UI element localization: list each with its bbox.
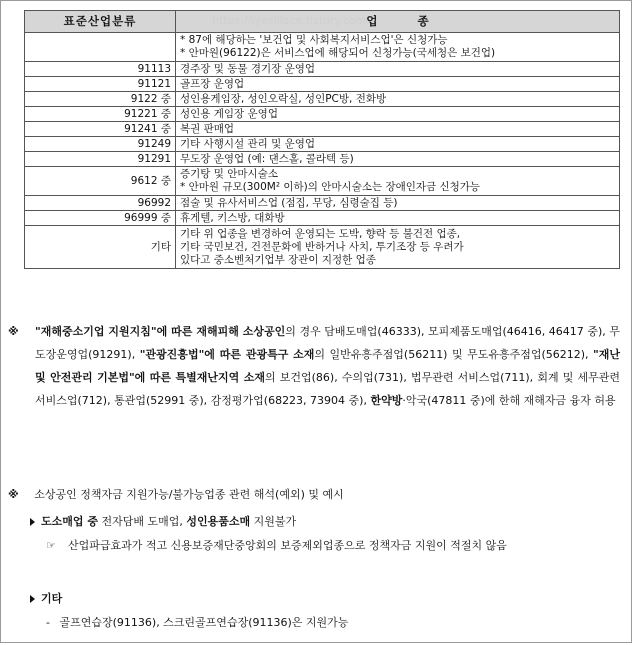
industry-code: 91291 bbox=[25, 152, 176, 167]
business-description bbox=[176, 92, 620, 107]
section-title-text: 소상공인 정책자금 지원가능/불가능업종 관련 해석(예외) 및 예시 bbox=[34, 488, 344, 501]
table-row bbox=[25, 152, 620, 167]
description-line: 휴게텔, 키스방, 대화방 bbox=[180, 211, 285, 224]
description-line: 무도장 운영업 (예: 댄스홀, 콜라텍 등) bbox=[180, 152, 354, 165]
table-row bbox=[25, 167, 620, 196]
item1-bold2: 성인용품소매 bbox=[186, 515, 251, 528]
item2-title: 기타 bbox=[41, 592, 63, 605]
description-line: * 안마원 규모(300M² 이하)의 안마시술소는 장애인자금 신청가능 bbox=[180, 181, 481, 193]
description-line: 점술 및 유사서비스업 (점집, 무당, 심령술집 등) bbox=[180, 196, 398, 209]
description-line: 경주장 및 동물 경기장 운영업 bbox=[180, 62, 316, 75]
industry-code: 9612 중 bbox=[25, 167, 176, 196]
description-line: 복권 판매업 bbox=[180, 122, 235, 135]
disaster-note bbox=[8, 320, 620, 412]
item1-bold1: 도소매업 중 bbox=[41, 515, 98, 528]
note-bold-3: "관광진흥법"에 따른 관광특구 소재 bbox=[139, 348, 315, 361]
table-row bbox=[25, 137, 620, 152]
note-bold-1: "재해중소기업 지원지침"에 따른 재해피해 소상공인 bbox=[35, 325, 286, 338]
item2-detail-text: 골프연습장(91136), 스크린골프연습장(91136)은 지원가능 bbox=[59, 616, 349, 629]
section-mark: ※ bbox=[8, 488, 19, 501]
table-row bbox=[25, 77, 620, 92]
section-title bbox=[8, 486, 344, 502]
industry-code: 91221 중 bbox=[25, 107, 176, 122]
note-body bbox=[35, 320, 620, 412]
description-line: 기타 국민보건, 건전문화에 반하거나 사치, 투기조장 등 우려가 bbox=[180, 240, 464, 253]
business-description bbox=[176, 122, 620, 137]
business-description bbox=[176, 137, 620, 152]
business-description bbox=[176, 77, 620, 92]
triangle-bullet-icon bbox=[30, 595, 35, 603]
item1-detail-text: 산업파급효과가 적고 신용보증재단중앙회의 보증제외업종으로 정책자금 지원이 적절치 않음 bbox=[68, 539, 507, 552]
business-description bbox=[176, 33, 620, 62]
description-line: 기타 사행시설 관리 및 운영업 bbox=[180, 137, 316, 150]
header-business-type: 업 종 bbox=[176, 11, 620, 33]
pointing-hand-icon: ☞ bbox=[46, 539, 56, 552]
note-bold-7: 한약방 bbox=[370, 394, 403, 407]
industry-code: 91121 bbox=[25, 77, 176, 92]
note-text-8: ·악국(47811 중)에 한해 재해자금 융자 허용 bbox=[402, 394, 616, 407]
note-bold-5: "재난 및 안전관리 기본법"에 따른 특별재난지역 소재 bbox=[35, 348, 621, 384]
industry-code: 9122 중 bbox=[25, 92, 176, 107]
industry-code: 91249 bbox=[25, 137, 176, 152]
dash-mark: - bbox=[46, 616, 50, 629]
triangle-bullet-icon bbox=[30, 518, 35, 526]
business-description bbox=[176, 196, 620, 211]
industry-code bbox=[25, 33, 176, 62]
item-other bbox=[30, 590, 62, 606]
table-row bbox=[25, 211, 620, 226]
business-description bbox=[176, 226, 620, 269]
item-other-detail bbox=[46, 614, 348, 630]
item-retail-detail bbox=[46, 535, 620, 557]
description-line: 성인용게임장, 성인오락실, 성인PC방, 전화방 bbox=[180, 92, 387, 105]
industry-table bbox=[24, 10, 620, 269]
description-line: 기타 위 업종을 변경하여 운영되는 도박, 향락 등 불건전 업종, bbox=[180, 227, 461, 240]
header-industry-classification: 표준산업분류 bbox=[25, 11, 176, 33]
table-header-row bbox=[25, 11, 620, 33]
note-text-2: 의 경우 담배도매업(46333), 모피제품도매업(46416, 46417 중), 무도장운영업(91291), bbox=[35, 325, 620, 361]
table-row bbox=[25, 196, 620, 211]
item-retail bbox=[30, 513, 296, 529]
industry-code: 91241 중 bbox=[25, 122, 176, 137]
industry-code: 96992 bbox=[25, 196, 176, 211]
business-description bbox=[176, 107, 620, 122]
table-row bbox=[25, 33, 620, 62]
note-mark: ※ bbox=[8, 325, 19, 338]
table-row bbox=[25, 62, 620, 77]
description-line: 골프장 운영업 bbox=[180, 77, 245, 90]
description-line: * 안마원(96122)은 서비스업에 해당되어 신청가능(국세청은 보건업) bbox=[180, 47, 496, 59]
table-row bbox=[25, 226, 620, 269]
table-row bbox=[25, 122, 620, 137]
note-text-6: 의 보건업(86), 수의업(731), 법무관련 서비스업(711), 회계 및 세무관련 서비스업(712), 통관업(52991 중), 감정평가업(68223, 73904 중), bbox=[35, 371, 620, 407]
note-text-4: 의 일반유흥주점업(56211) 및 무도유흥주점업(56212), bbox=[314, 348, 594, 361]
business-description bbox=[176, 62, 620, 77]
description-line: * 87에 해당하는 '보건업 및 사회복지서비스업'은 신청가능 bbox=[180, 34, 448, 46]
table-row bbox=[25, 107, 620, 122]
industry-code: 96999 중 bbox=[25, 211, 176, 226]
item1-plain1: 전자담배 도매업, bbox=[97, 515, 187, 528]
description-line: 성인용 게임장 운영업 bbox=[180, 107, 278, 120]
business-description bbox=[176, 211, 620, 226]
industry-code: 기타 bbox=[25, 226, 176, 269]
watermark-text: https://iyesillace.tistory.com bbox=[212, 14, 367, 27]
business-description bbox=[176, 152, 620, 167]
industry-code: 91113 bbox=[25, 62, 176, 77]
description-line: 증기탕 및 안마시술소 bbox=[180, 168, 278, 180]
item1-plain2: 지원불가 bbox=[250, 515, 297, 528]
table-row bbox=[25, 92, 620, 107]
description-line: 있다고 중소벤처기업부 장관이 지정한 업종 bbox=[180, 253, 376, 266]
business-description bbox=[176, 167, 620, 196]
